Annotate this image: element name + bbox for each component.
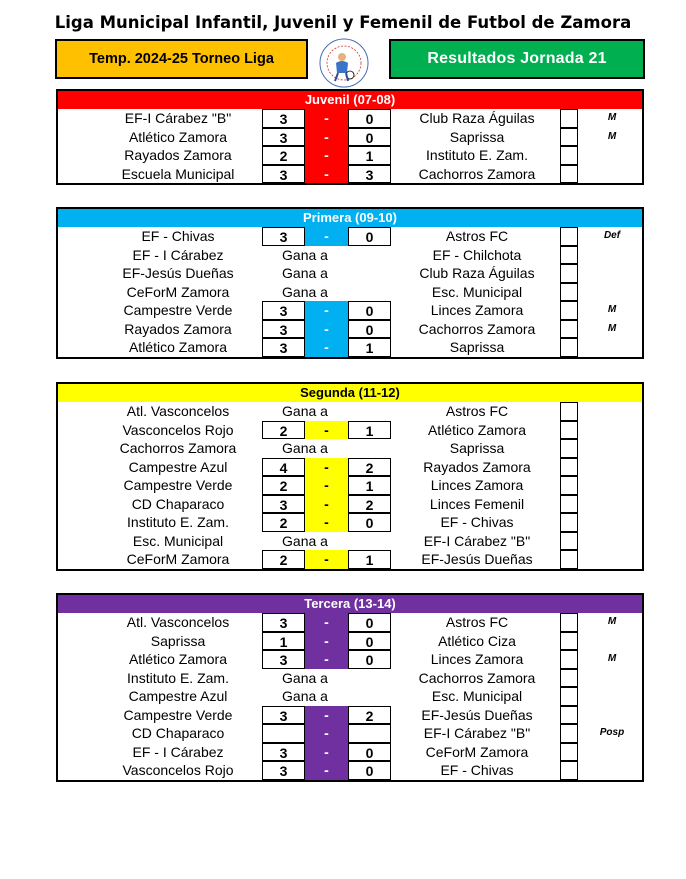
home-score: 3	[262, 706, 305, 725]
home-team: Instituto E. Zam.	[127, 514, 229, 530]
away-score: 0	[348, 227, 391, 246]
match-row	[58, 687, 642, 706]
home-score: 3	[262, 128, 305, 147]
score-separator: -	[305, 146, 348, 165]
away-team: Esc. Municipal	[431, 283, 523, 300]
match-note: M	[607, 616, 617, 627]
match-row	[58, 283, 642, 302]
away-team: EF - Chilchota	[432, 246, 522, 263]
score-separator: -	[305, 476, 348, 495]
away-team: Saprissa	[449, 339, 505, 355]
results-label: Resultados Jornada 21	[389, 39, 645, 79]
check-box	[560, 109, 578, 128]
check-box	[560, 687, 578, 706]
match-note: M	[607, 304, 617, 315]
home-team: Campestre Azul	[128, 458, 228, 475]
home-team: Vasconcelos Rojo	[122, 762, 234, 778]
away-team: Linces Femenil	[429, 495, 525, 512]
away-score: 2	[348, 706, 391, 725]
away-team: Linces Zamora	[430, 302, 524, 318]
home-team: EF-Jesús Dueñas	[122, 265, 234, 281]
match-note	[590, 513, 634, 532]
section-primera	[56, 207, 644, 359]
match-row	[58, 458, 642, 477]
away-team: EF - Chivas	[440, 514, 514, 530]
match-row	[58, 650, 642, 669]
check-box	[560, 669, 578, 688]
check-box	[560, 743, 578, 762]
section-header: Tercera (13-14)	[58, 595, 642, 613]
match-note	[590, 283, 634, 302]
match-row	[58, 532, 642, 551]
home-score: 4	[262, 458, 305, 477]
home-team: Atl. Vasconcelos	[126, 614, 230, 630]
away-score	[348, 724, 391, 743]
match-row	[58, 146, 642, 165]
league-logo	[318, 37, 370, 89]
section-segunda	[56, 382, 644, 571]
check-box	[560, 264, 578, 283]
home-team: Campestre Verde	[123, 706, 233, 723]
home-score: 3	[262, 320, 305, 339]
match-row	[58, 706, 642, 725]
home-score: 2	[262, 550, 305, 569]
away-score: 0	[348, 761, 391, 780]
match-row	[58, 246, 642, 265]
home-team: Vasconcelos Rojo	[122, 421, 234, 438]
away-score: 0	[348, 109, 391, 128]
match-row	[58, 264, 642, 283]
home-score: 2	[262, 476, 305, 495]
away-team: Astros FC	[445, 228, 509, 244]
away-team: Astros FC	[445, 614, 509, 630]
home-team: CD Chaparaco	[131, 495, 225, 512]
away-score: 0	[348, 613, 391, 632]
home-score: 3	[262, 227, 305, 246]
home-team: Atlético Zamora	[128, 651, 228, 667]
away-score: 0	[348, 301, 391, 320]
away-team: Instituto E. Zam.	[426, 147, 528, 163]
check-box	[560, 128, 578, 147]
away-team: EF-I Cárabez "B"	[423, 725, 531, 741]
match-note	[590, 165, 634, 184]
score-separator: -	[305, 165, 348, 184]
home-team: Campestre Verde	[123, 302, 233, 318]
home-score: 3	[262, 650, 305, 669]
match-row	[58, 165, 642, 184]
home-score: 2	[262, 421, 305, 440]
home-team: EF - I Cárabez	[132, 246, 224, 263]
walkover-label: Gana a	[282, 283, 328, 300]
match-note	[590, 421, 634, 440]
check-box	[560, 532, 578, 551]
away-team: Saprissa	[449, 440, 505, 456]
away-score: 0	[348, 128, 391, 147]
check-box	[560, 632, 578, 651]
away-team: EF - Chivas	[440, 762, 514, 778]
section-header: Segunda (11-12)	[58, 384, 642, 402]
score-separator: -	[305, 301, 348, 320]
match-note	[590, 687, 634, 706]
match-note: M	[607, 653, 617, 664]
match-row	[58, 338, 642, 357]
match-row	[58, 476, 642, 495]
score-separator: -	[305, 320, 348, 339]
check-box	[560, 421, 578, 440]
walkover-label: Gana a	[282, 669, 328, 686]
score-separator: -	[305, 550, 348, 569]
match-row	[58, 109, 642, 128]
home-team: Atlético Zamora	[128, 339, 228, 355]
check-box	[560, 550, 578, 569]
away-score: 1	[348, 550, 391, 569]
check-box	[560, 338, 578, 357]
check-box	[560, 458, 578, 477]
match-note	[590, 532, 634, 551]
home-score: 3	[262, 165, 305, 184]
match-note	[590, 495, 634, 514]
home-score: 3	[262, 761, 305, 780]
away-team: Astros FC	[445, 403, 509, 419]
home-team: Campestre Azul	[128, 688, 228, 704]
check-box	[560, 476, 578, 495]
score-separator: -	[305, 128, 348, 147]
match-row	[58, 439, 642, 458]
away-team: EF-Jesús Dueñas	[421, 551, 533, 567]
match-row	[58, 761, 642, 780]
match-row	[58, 632, 642, 651]
home-team: Atl. Vasconcelos	[126, 403, 230, 419]
away-team: CeForM Zamora	[425, 743, 529, 760]
away-team: Rayados Zamora	[423, 458, 531, 475]
score-separator: -	[305, 706, 348, 725]
match-note: M	[607, 322, 617, 334]
home-team: Esc. Municipal	[132, 532, 224, 549]
section-header: Juvenil (07-08)	[58, 91, 642, 109]
match-note	[590, 246, 634, 265]
home-team: Rayados Zamora	[124, 320, 232, 337]
away-team: EF-Jesús Dueñas	[421, 706, 533, 723]
away-score: 3	[348, 165, 391, 184]
away-team: Cachorros Zamora	[418, 165, 536, 182]
match-note: M	[607, 130, 617, 142]
score-separator: -	[305, 421, 348, 440]
check-box	[560, 301, 578, 320]
match-note	[590, 550, 634, 569]
score-separator: -	[305, 513, 348, 532]
check-box	[560, 650, 578, 669]
match-row	[58, 495, 642, 514]
home-score	[262, 724, 305, 743]
check-box	[560, 439, 578, 458]
home-team: Escuela Municipal	[121, 165, 235, 182]
home-team: Campestre Verde	[123, 477, 233, 493]
home-team: CD Chaparaco	[131, 725, 225, 741]
match-note	[590, 402, 634, 421]
walkover-label: Gana a	[282, 246, 328, 263]
check-box	[560, 146, 578, 165]
away-score: 1	[348, 146, 391, 165]
score-separator: -	[305, 495, 348, 514]
match-note	[590, 439, 634, 458]
check-box	[560, 706, 578, 725]
match-note: Posp	[599, 727, 625, 738]
check-box	[560, 724, 578, 743]
score-separator: -	[305, 458, 348, 477]
away-score: 2	[348, 495, 391, 514]
match-row	[58, 402, 642, 421]
check-box	[560, 761, 578, 780]
check-box	[560, 165, 578, 184]
walkover-label: Gana a	[282, 532, 328, 549]
away-team: Atlético Ciza	[438, 632, 516, 649]
home-score: 3	[262, 495, 305, 514]
match-row	[58, 513, 642, 532]
match-note	[590, 338, 634, 357]
section-header: Primera (09-10)	[58, 209, 642, 227]
score-separator: -	[305, 632, 348, 651]
match-note: M	[607, 112, 617, 123]
away-team: Cachorros Zamora	[418, 320, 536, 337]
walkover-label: Gana a	[282, 265, 328, 281]
home-team: Cachorros Zamora	[119, 440, 237, 456]
match-row	[58, 128, 642, 147]
score-separator: -	[305, 761, 348, 780]
score-separator: -	[305, 227, 348, 246]
match-note	[590, 669, 634, 688]
away-score: 0	[348, 650, 391, 669]
away-score: 1	[348, 338, 391, 357]
away-team: Linces Zamora	[430, 651, 524, 667]
away-score: 0	[348, 632, 391, 651]
walkover-label: Gana a	[282, 440, 328, 456]
away-team: Cachorros Zamora	[418, 669, 536, 686]
match-row	[58, 227, 642, 246]
home-team: Saprissa	[150, 632, 206, 649]
score-separator: -	[305, 613, 348, 632]
home-team: Atlético Zamora	[128, 128, 228, 145]
match-row	[58, 743, 642, 762]
home-team: CeForM Zamora	[126, 551, 230, 567]
match-note	[590, 458, 634, 477]
away-score: 0	[348, 320, 391, 339]
check-box	[560, 246, 578, 265]
home-score: 1	[262, 632, 305, 651]
away-team: Club Raza Águilas	[419, 110, 535, 126]
match-note: Def	[603, 230, 621, 241]
home-team: EF - Chivas	[141, 228, 215, 244]
check-box	[560, 402, 578, 421]
away-team: Esc. Municipal	[431, 688, 523, 704]
match-note	[590, 743, 634, 762]
home-score: 3	[262, 109, 305, 128]
home-team: EF-I Cárabez "B"	[124, 110, 232, 126]
home-score: 3	[262, 301, 305, 320]
away-team: EF-I Cárabez "B"	[423, 532, 531, 549]
home-team: Rayados Zamora	[124, 147, 232, 163]
season-label: Temp. 2024-25 Torneo Liga	[55, 39, 308, 79]
home-score: 2	[262, 513, 305, 532]
away-score: 0	[348, 513, 391, 532]
away-score: 0	[348, 743, 391, 762]
away-score: 1	[348, 421, 391, 440]
match-row	[58, 421, 642, 440]
home-score: 2	[262, 146, 305, 165]
home-team: CeForM Zamora	[126, 283, 230, 300]
match-note	[590, 632, 634, 651]
home-score: 3	[262, 613, 305, 632]
match-row	[58, 301, 642, 320]
away-team: Linces Zamora	[430, 477, 524, 493]
match-row	[58, 550, 642, 569]
away-score: 2	[348, 458, 391, 477]
check-box	[560, 320, 578, 339]
home-score: 3	[262, 743, 305, 762]
check-box	[560, 227, 578, 246]
section-tercera	[56, 593, 644, 782]
check-box	[560, 613, 578, 632]
page-title: Liga Municipal Infantil, Juvenil y Femenil de Futbol de Zamora	[54, 13, 632, 32]
away-score: 1	[348, 476, 391, 495]
match-row	[58, 724, 642, 743]
away-team: Saprissa	[449, 128, 505, 145]
match-row	[58, 320, 642, 339]
score-separator: -	[305, 743, 348, 762]
check-box	[560, 283, 578, 302]
away-team: Atlético Zamora	[427, 421, 527, 438]
walkover-label: Gana a	[282, 403, 328, 419]
match-note	[590, 706, 634, 725]
away-team: Club Raza Águilas	[419, 265, 535, 281]
match-note	[590, 761, 634, 780]
score-separator: -	[305, 724, 348, 743]
check-box	[560, 513, 578, 532]
match-row	[58, 669, 642, 688]
home-team: Instituto E. Zam.	[127, 669, 229, 686]
score-separator: -	[305, 109, 348, 128]
match-note	[590, 476, 634, 495]
match-note	[590, 264, 634, 283]
match-note	[590, 146, 634, 165]
score-separator: -	[305, 650, 348, 669]
check-box	[560, 495, 578, 514]
score-separator: -	[305, 338, 348, 357]
section-juvenil	[56, 89, 644, 185]
walkover-label: Gana a	[282, 688, 328, 704]
home-score: 3	[262, 338, 305, 357]
match-row	[58, 613, 642, 632]
home-team: EF - I Cárabez	[132, 743, 224, 760]
